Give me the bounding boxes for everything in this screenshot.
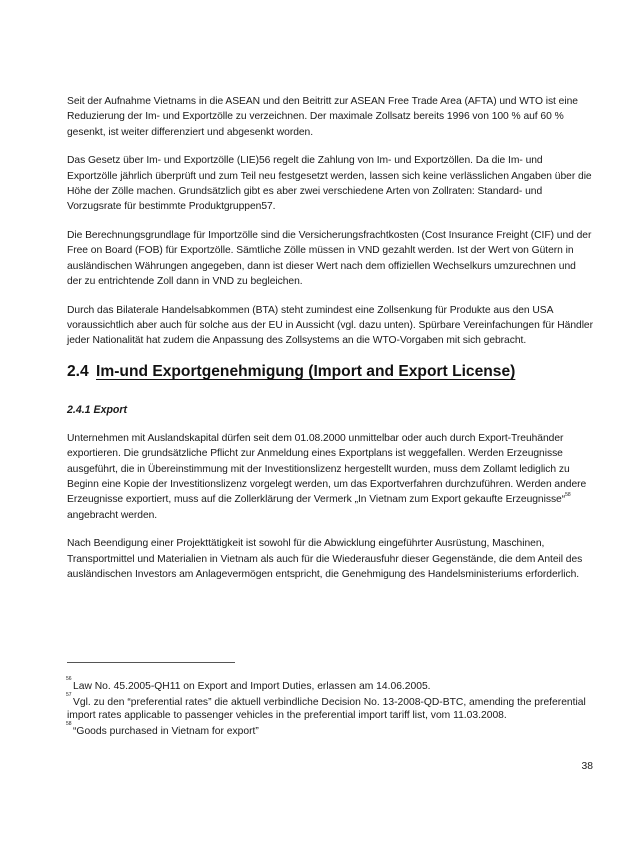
paragraph-customs-law: Das Gesetz über Im- und Exportzölle (LIE)56 regelt die Zahlung von Im- und Exportzöllen. Da die Im- und Exportzölle jährlich überprüft und zum Teil neu festgesetzt werden, lassen sich keine verlässlichen Angaben über die Höhe der Zölle machen. Grundsätzlich gibt es aber zwei verschiedene Arten von Zollraten: Standard- und Vorzugsrate für bestimmte Produktgruppen57. — [67, 155, 592, 213]
footnote-reference[interactable]: 58 — [565, 492, 571, 499]
footnote-text: “Goods purchased in Vietnam for export” — [73, 725, 259, 737]
paragraph-text: Unternehmen mit Auslandskapital dürfen seit dem 01.08.2000 unmittelbar oder auch durch Export-Treuhänder exportieren. Die grundsätzliche Pflicht zur Anmeldung eines Exportplans ist weggefallen. Werden Erzeugnisse ausgeführt, die in Übereinstimmung mit der Investitionslizenz hergestellt wurden, muss dem Zollamt lediglich zu Beginn eine Kopie der Investitionslizenz vorgelegt werden, um das Exportverfahren durchzuführen. Werden andere Erzeugnisse exportiert, muss auf die Zollerklärung der Vermerk „In Vietnam zum Export gekaufte Erzeugnisse“ — [67, 433, 587, 506]
paragraph-trade-agreement: Durch das Bilaterale Handelsabkommen (BTA) steht zumindest eine Zollsenkung für Produkte aus den USA voraussichtlich aber auch für solche aus der EU in Aussicht (vgl. dazu unten). Spürbare Vereinfachungen für Händler jeder Nationalität hat zudem die Anpassung des Zollsystems an die WTO-Vorgaben mit sich gebracht. — [67, 304, 593, 347]
section-title: Im-und Exportgenehmigung (Import and Export License) — [96, 363, 516, 381]
section-heading — [67, 362, 593, 382]
paragraph-project-completion: Nach Beendigung einer Projekttätigkeit ist sowohl für die Abwicklung eingeführter Ausrüstung, Maschinen, Transportmittel und Materialien in Vietnam als auch für die Wiederausfuhr dieser Gegenstände, die dem Anteil des ausländischen Investors am Anlagevermögen entspricht, die Genehmigung des Handelsministeriums erforderlich. — [67, 538, 583, 581]
footnote-text: Vgl. zu den “preferential rates” die aktuell verbindliche Decision No. 13-2008-QD-BTC, amending the preferential import rates applicable to passenger vehicles in the preferential import tariff list, vom 11.03.2008. — [67, 696, 586, 722]
paragraph-text-end: angebracht werden. — [67, 509, 158, 521]
footnote-item — [66, 691, 593, 723]
footnote-text: Law No. 45.2005-QH11 on Export and Import Duties, erlassen am 14.06.2005. — [73, 681, 431, 692]
footnote-separator — [67, 662, 235, 663]
footnotes — [66, 676, 593, 740]
paragraph-export-companies — [67, 431, 593, 523]
page-number: 38 — [581, 761, 593, 772]
footnote-item — [66, 720, 593, 739]
paragraph-asean-reduction: Seit der Aufnahme Vietnams in die ASEAN und den Beitritt zur ASEAN Free Trade Area (AFTA) und WTO ist eine Reduzierung der Im- und Exportzölle zu verzeichnen. Der maximale Zollsatz bereits 1996 von 100 % auf 60 % gesenkt, ist weiter differenziert und abgesenkt worden. — [67, 96, 578, 138]
footnote-mark: 56 — [66, 676, 72, 682]
main-content — [67, 94, 593, 596]
footnote-mark: 57 — [66, 691, 72, 698]
paragraph-calculation-basis: Die Berechnungsgrundlage für Importzölle sind die Versicherungsfrachtkosten (Cost Insurance Freight (CIF) und der Free on Board (FOB) für Exportzölle. Sämtliche Zölle müssen in VND gezahlt werden. Ist der Wert von Gütern in ausländischen Währungen angegeben, dann ist dieser Wert nach dem offiziellen Wechselkurs umzurechnen und der zu entrichtende Zoll dann in VND zu begleichen. — [67, 230, 592, 287]
section-number: 2.4 — [67, 363, 89, 381]
subsection-heading: 2.4.1 Export — [67, 404, 128, 417]
footnote-item — [66, 676, 593, 694]
footnote-mark: 58 — [66, 720, 72, 727]
